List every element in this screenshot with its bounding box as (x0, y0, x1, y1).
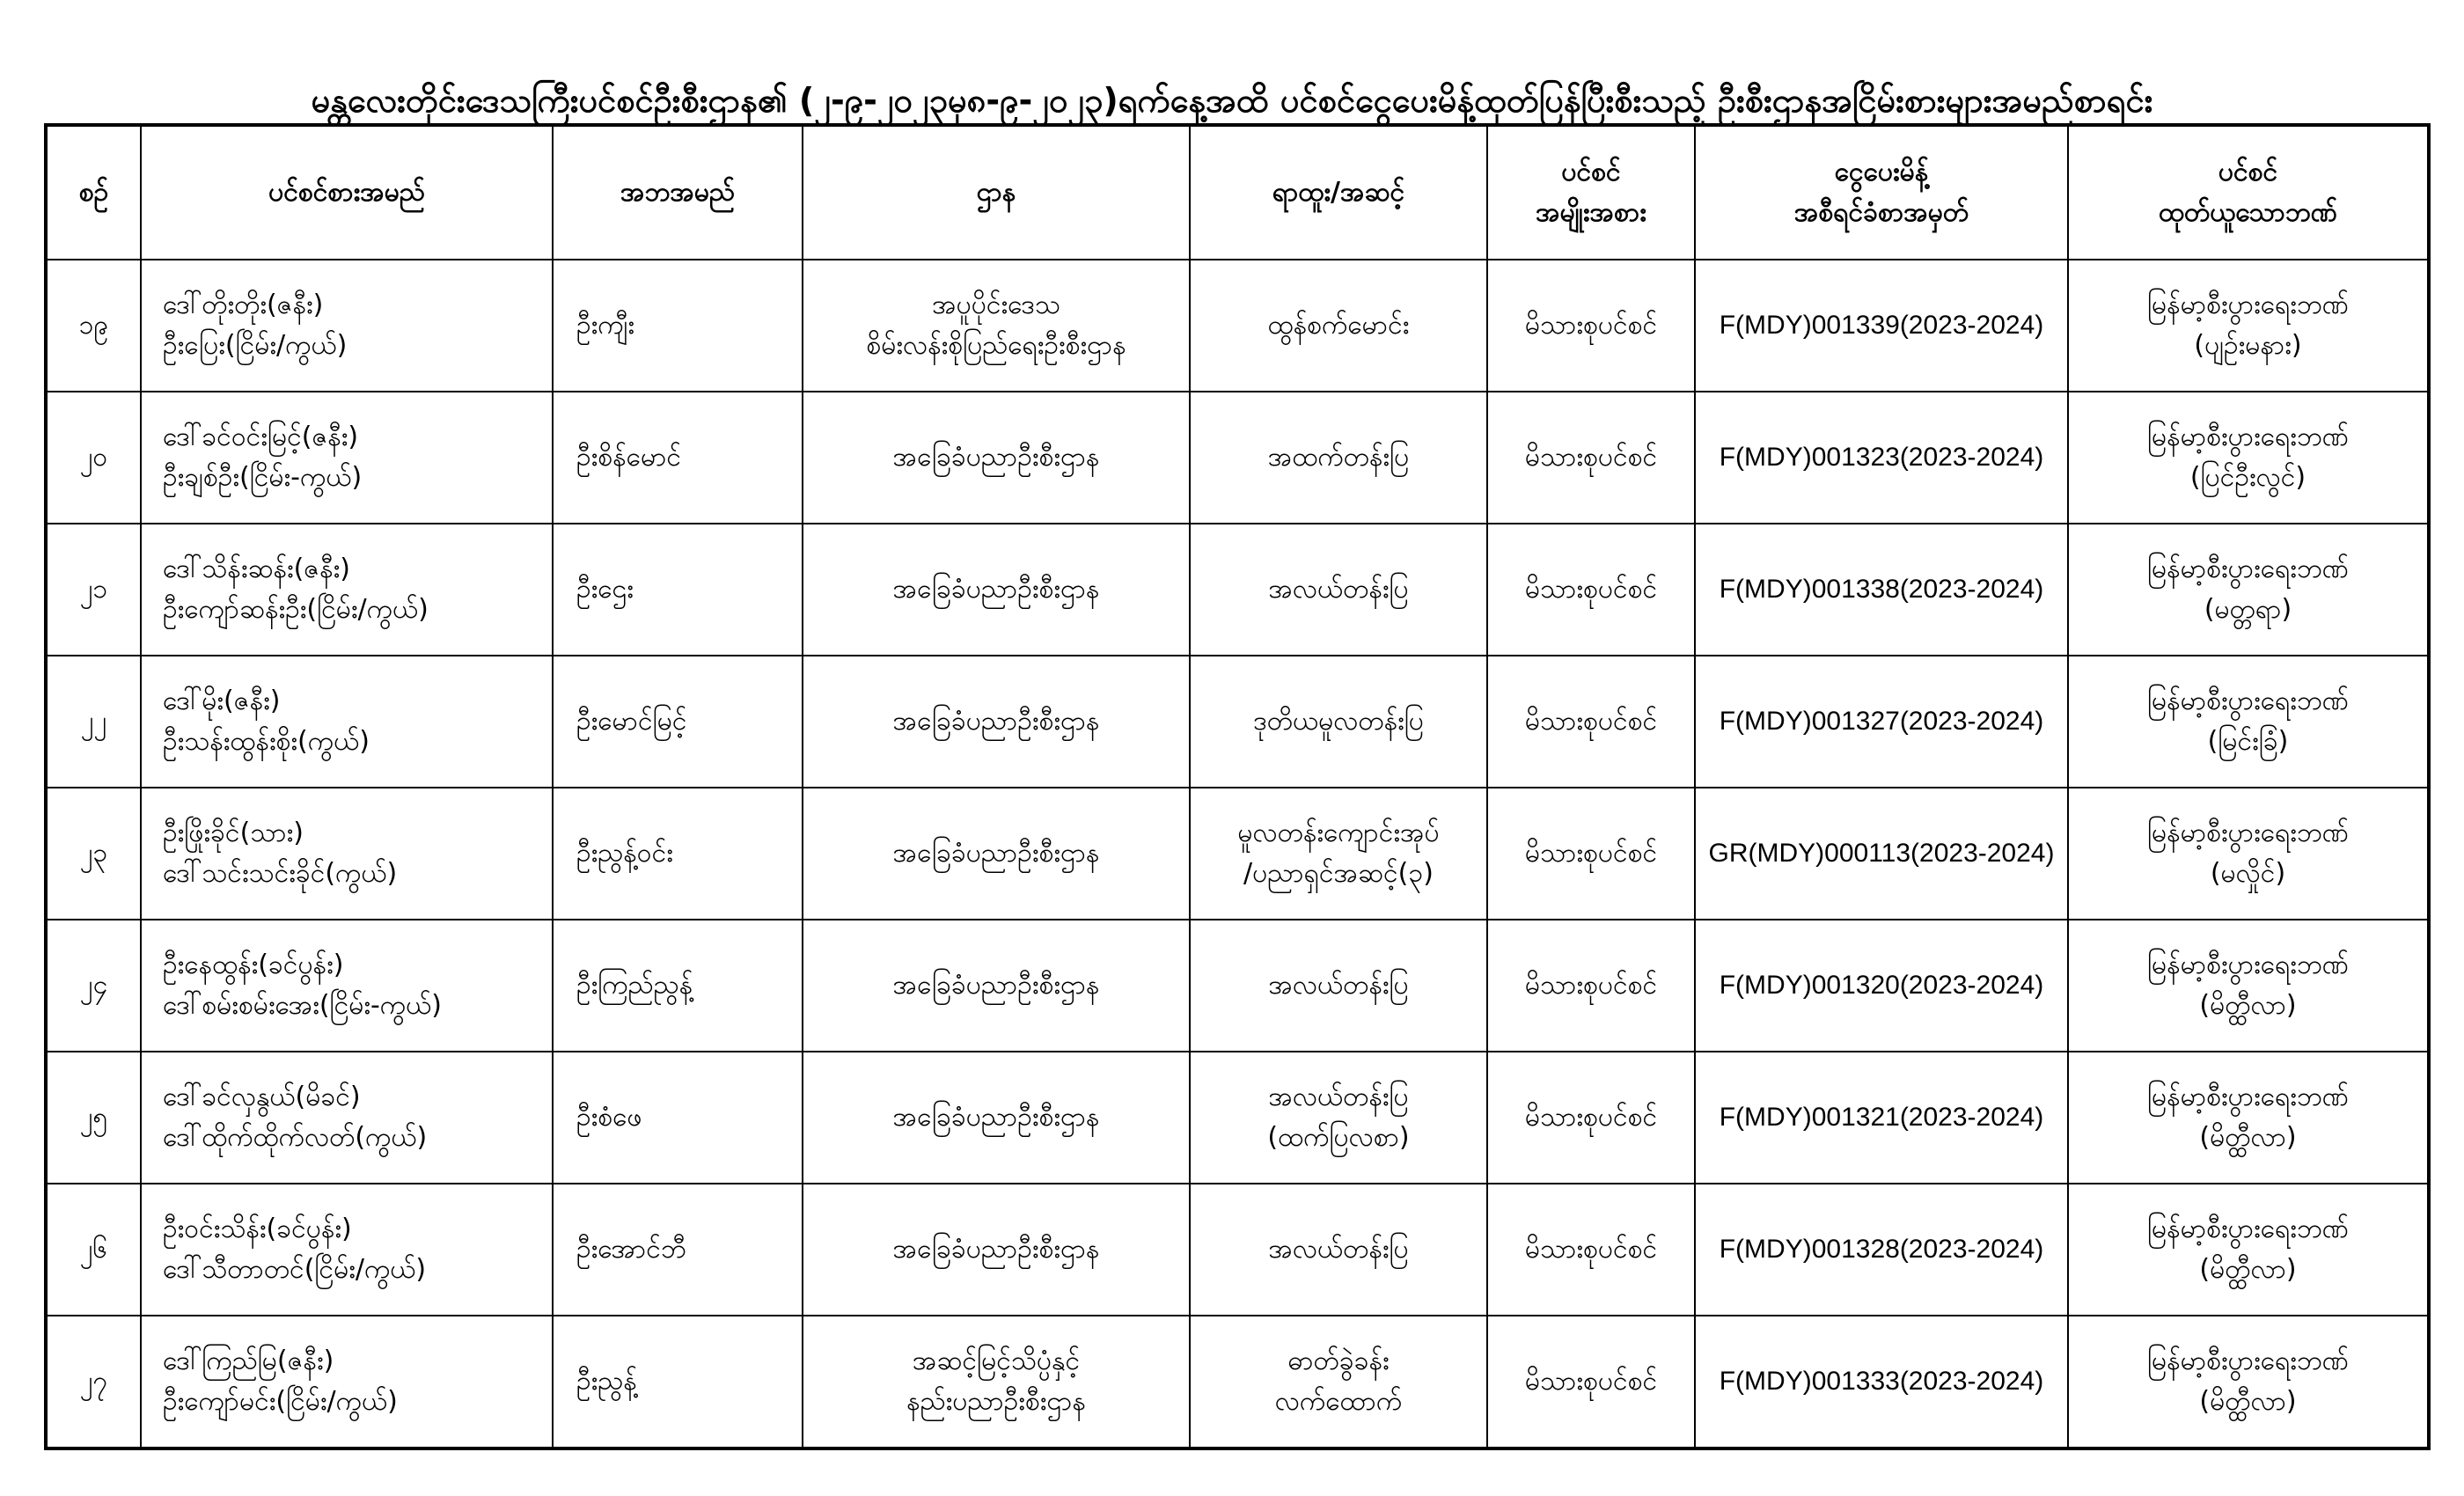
header-row (46, 125, 2429, 260)
pensioner-name-line: ဒေါ်မိုး(ဇနီး) (163, 686, 281, 716)
cell-rank (1190, 920, 1487, 1052)
header-pension-type (1487, 125, 1695, 260)
cell-pension-type: မိသားစုပင်စင် (1487, 788, 1695, 920)
cell-rank (1190, 656, 1487, 788)
department-line: အခြေခံပညာဦးစီးဌာန (892, 970, 1100, 1001)
cell-pensioner-name (141, 788, 553, 920)
pensioner-name-line: ဒေါ်တိုးတိုး(ဇနီး) (163, 290, 324, 320)
bank-line: (မတ္တရာ) (2204, 594, 2292, 625)
cell-father-name: ဦးကြည်ညွန့် (553, 920, 803, 1052)
cell-no: ၂၅ (46, 1052, 141, 1184)
cell-bank (2068, 392, 2429, 524)
table-row (46, 788, 2429, 920)
cell-rank (1190, 524, 1487, 656)
pensioner-name-line: ဒေါ်သင်းသင်းခိုင်(ကွယ်) (163, 858, 398, 889)
header-father-name-line: အဘအမည် (620, 177, 736, 208)
cell-bank (2068, 1316, 2429, 1448)
cell-father-name: ဦးစိန်မောင် (553, 392, 803, 524)
pensioner-name-line: ဦးသန်းထွန်းစိုး(ကွယ်) (163, 726, 370, 757)
bank-line: (မိတ္ထီလာ) (2199, 1386, 2297, 1417)
cell-bank (2068, 524, 2429, 656)
department-line: နည်းပညာဦးစီးဌာန (906, 1386, 1086, 1417)
cell-pensioner-name (141, 1184, 553, 1316)
table-row (46, 1052, 2429, 1184)
header-department (803, 125, 1190, 260)
bank-line: မြန်မာ့စီးပွားရေးဘဏ် (2147, 1346, 2349, 1376)
table-row (46, 260, 2429, 392)
cell-department (803, 392, 1190, 524)
cell-no: ၂၂ (46, 656, 141, 788)
cell-no: ၂၇ (46, 1316, 141, 1448)
table-row (46, 524, 2429, 656)
table-row (46, 656, 2429, 788)
cell-department (803, 1052, 1190, 1184)
cell-rank (1190, 788, 1487, 920)
header-pension-type-line: အမျိုးအစား (1536, 197, 1646, 228)
rank-line: အလယ်တန်းပြ (1268, 574, 1409, 605)
cell-father-name: ဦးညွန့်ဝင်း (553, 788, 803, 920)
header-payment-order-no-line: ငွေပေးမိန့် (1834, 157, 1929, 187)
pensioner-name-line: ဒေါ်စမ်းစမ်းအေး(ငြိမ်း-ကွယ်) (163, 990, 442, 1021)
rank-line: အလယ်တန်းပြ (1268, 970, 1409, 1001)
cell-payment-order-no: F(MDY)001327(2023-2024) (1695, 656, 2068, 788)
cell-father-name: ဦးအောင်ဘီ (553, 1184, 803, 1316)
cell-pensioner-name (141, 920, 553, 1052)
cell-rank (1190, 1316, 1487, 1448)
cell-pensioner-name (141, 524, 553, 656)
department-line: အဆင့်မြင့်သိပ္ပံနှင့် (912, 1346, 1081, 1376)
header-pensioner-name-line: ပင်စင်စားအမည် (268, 177, 425, 208)
header-payment-order-no-line: အစီရင်ခံစာအမှတ် (1793, 197, 1969, 228)
header-payment-order-no (1695, 125, 2068, 260)
cell-no: ၂၁ (46, 524, 141, 656)
cell-rank (1190, 260, 1487, 392)
header-no-line: စဉ် (78, 177, 109, 208)
cell-no: ၂၃ (46, 788, 141, 920)
department-line: စိမ်းလန်းစိုပြည်ရေးဦးစီးဌာန (866, 330, 1126, 361)
bank-line: မြန်မာ့စီးပွားရေးဘဏ် (2147, 554, 2349, 584)
cell-pensioner-name (141, 1316, 553, 1448)
pension-table (44, 123, 2431, 1450)
page-title: မန္တလေးတိုင်းဒေသကြီးပင်စင်ဦးစီးဌာန၏ (၂-၉-၂၀၂၃မှ၈-၉-၂၀၂၃)ရက်နေ့အထိ ပင်စင်ငွေပေးမိန့်ထုတ်ပြန်ပြီးစီးသည့် ဦးစီးဌာနအငြိမ်းစားများအမည်စာရင်း (311, 81, 2153, 121)
cell-no: ၁၉ (46, 260, 141, 392)
cell-department (803, 524, 1190, 656)
cell-pensioner-name (141, 260, 553, 392)
pensioner-name-line: ဦးကျော်ဆန်းဦး(ငြိမ်း/ကွယ်) (163, 594, 429, 625)
department-line: အခြေခံပညာဦးစီးဌာန (892, 1234, 1100, 1265)
bank-line: မြန်မာ့စီးပွားရေးဘဏ် (2147, 686, 2349, 716)
cell-pension-type: မိသားစုပင်စင် (1487, 920, 1695, 1052)
header-bank (2068, 125, 2429, 260)
cell-father-name: ဦးဌေး (553, 524, 803, 656)
cell-pension-type: မိသားစုပင်စင် (1487, 1052, 1695, 1184)
cell-bank (2068, 1052, 2429, 1184)
header-bank-line: ထုတ်ယူသောဘဏ် (2159, 197, 2337, 228)
cell-pension-type: မိသားစုပင်စင် (1487, 1316, 1695, 1448)
cell-no: ၂၀ (46, 392, 141, 524)
cell-pension-type: မိသားစုပင်စင် (1487, 260, 1695, 392)
cell-pensioner-name (141, 1052, 553, 1184)
table-row (46, 392, 2429, 524)
cell-pension-type: မိသားစုပင်စင် (1487, 524, 1695, 656)
pensioner-name-line: ဦးကျော်မင်း(ငြိမ်း/ကွယ်) (163, 1386, 398, 1417)
header-rank-line: ရာထူး/အဆင့် (1272, 177, 1405, 208)
bank-line: (ပျဉ်းမနား) (2194, 330, 2302, 361)
cell-pension-type: မိသားစုပင်စင် (1487, 1184, 1695, 1316)
cell-department (803, 260, 1190, 392)
cell-department (803, 1184, 1190, 1316)
header-pension-type-line: ပင်စင် (1561, 157, 1621, 187)
cell-father-name: ဦးကျီး (553, 260, 803, 392)
bank-line: (မိတ္ထီလာ) (2199, 1122, 2297, 1153)
bank-line: မြန်မာ့စီးပွားရေးဘဏ် (2147, 950, 2349, 980)
bank-line: မြန်မာ့စီးပွားရေးဘဏ် (2147, 1214, 2349, 1244)
cell-pension-type: မိသားစုပင်စင် (1487, 656, 1695, 788)
rank-line: ဒုတိယမူလတန်းပြ (1253, 706, 1424, 737)
bank-line: မြန်မာ့စီးပွားရေးဘဏ် (2147, 1082, 2349, 1112)
rank-line: (ထက်ပြလစာ) (1267, 1122, 1410, 1153)
department-line: အခြေခံပညာဦးစီးဌာန (892, 838, 1100, 869)
header-no (46, 125, 141, 260)
bank-line: (မိတ္ထီလာ) (2199, 1254, 2297, 1285)
pensioner-name-line: ဒေါ်ထိုက်ထိုက်လတ်(ကွယ်) (163, 1122, 428, 1153)
cell-pensioner-name (141, 656, 553, 788)
cell-pension-type: မိသားစုပင်စင် (1487, 392, 1695, 524)
cell-father-name: ဦးမောင်မြင့် (553, 656, 803, 788)
table-row (46, 1316, 2429, 1448)
cell-no: ၂၆ (46, 1184, 141, 1316)
cell-no: ၂၄ (46, 920, 141, 1052)
pensioner-name-line: ဦးဖြိုးခိုင်(သား) (163, 818, 304, 848)
cell-payment-order-no: F(MDY)001333(2023-2024) (1695, 1316, 2068, 1448)
cell-payment-order-no: F(MDY)001321(2023-2024) (1695, 1052, 2068, 1184)
cell-payment-order-no: F(MDY)001339(2023-2024) (1695, 260, 2068, 392)
department-line: အခြေခံပညာဦးစီးဌာန (892, 442, 1100, 473)
pensioner-name-line: ဦးဝင်းသိန်း(ခင်ပွန်း) (163, 1214, 352, 1244)
cell-rank (1190, 392, 1487, 524)
cell-pensioner-name (141, 392, 553, 524)
table-body (46, 260, 2429, 1448)
pensioner-name-line: ဒေါ်သိန်းဆန်း(ဇနီး) (163, 554, 350, 584)
rank-line: အလယ်တန်းပြ (1268, 1082, 1409, 1112)
cell-rank (1190, 1184, 1487, 1316)
cell-rank (1190, 1052, 1487, 1184)
pensioner-name-line: ဒေါ်ခင်လှနွယ်(မိခင်) (163, 1082, 361, 1112)
cell-payment-order-no: F(MDY)001320(2023-2024) (1695, 920, 2068, 1052)
cell-department (803, 788, 1190, 920)
rank-line: အလယ်တန်းပြ (1268, 1234, 1409, 1265)
bank-line: မြန်မာ့စီးပွားရေးဘဏ် (2147, 290, 2349, 320)
header-bank-line: ပင်စင် (2218, 157, 2278, 187)
bank-line: (မိတ္ထီလာ) (2199, 990, 2297, 1021)
rank-line: မူလတန်းကျောင်းအုပ် (1237, 818, 1440, 848)
rank-line: ထွန်စက်မောင်း (1267, 310, 1410, 341)
header-department-line: ဌာန (976, 177, 1016, 208)
pensioner-name-line: ဦးနေထွန်း(ခင်ပွန်း) (163, 950, 344, 980)
pensioner-name-line: ဒေါ်ခင်ဝင်းမြင့်(ဇနီး) (163, 422, 359, 452)
department-line: အခြေခံပညာဦးစီးဌာန (892, 1102, 1100, 1133)
header-pensioner-name (141, 125, 553, 260)
department-line: အပူပိုင်းဒေသ (932, 290, 1060, 320)
cell-department (803, 920, 1190, 1052)
cell-bank (2068, 656, 2429, 788)
bank-line: မြန်မာ့စီးပွားရေးဘဏ် (2147, 422, 2349, 452)
pensioner-name-line: ဦးပြေး(ငြိမ်း/ကွယ်) (163, 330, 348, 361)
rank-line: /ပညာရှင်အဆင့်(၃) (1243, 858, 1434, 889)
cell-department (803, 656, 1190, 788)
cell-bank (2068, 260, 2429, 392)
department-line: အခြေခံပညာဦးစီးဌာန (892, 706, 1100, 737)
table-row (46, 920, 2429, 1052)
bank-line: (မြင်းခြံ) (2207, 726, 2289, 757)
cell-father-name: ဦးညွန့် (553, 1316, 803, 1448)
cell-bank (2068, 920, 2429, 1052)
header-rank (1190, 125, 1487, 260)
cell-payment-order-no: F(MDY)001328(2023-2024) (1695, 1184, 2068, 1316)
cell-bank (2068, 1184, 2429, 1316)
bank-line: မြန်မာ့စီးပွားရေးဘဏ် (2147, 818, 2349, 848)
cell-department (803, 1316, 1190, 1448)
cell-payment-order-no: F(MDY)001338(2023-2024) (1695, 524, 2068, 656)
rank-line: လက်ထောက် (1274, 1386, 1403, 1417)
department-line: အခြေခံပညာဦးစီးဌာန (892, 574, 1100, 605)
cell-payment-order-no: F(MDY)001323(2023-2024) (1695, 392, 2068, 524)
pensioner-name-line: ဦးချစ်ဦး(ငြိမ်း-ကွယ်) (163, 462, 363, 493)
cell-payment-order-no: GR(MDY)000113(2023-2024) (1695, 788, 2068, 920)
rank-line: အထက်တန်းပြ (1267, 442, 1410, 473)
pensioner-name-line: ဒေါ်ကြည်မြ(ဇနီး) (163, 1346, 334, 1376)
pensioner-name-line: ဒေါ်သီတာတင်(ငြိမ်း/ကွယ်) (163, 1254, 427, 1285)
cell-father-name: ဦးစံဖေ (553, 1052, 803, 1184)
table-row (46, 1184, 2429, 1316)
bank-line: (မလှိုင်) (2210, 858, 2286, 889)
rank-line: ဓာတ်ခွဲခန်း (1287, 1346, 1390, 1376)
bank-line: (ပြင်ဦးလွင်) (2189, 462, 2306, 493)
header-father-name (553, 125, 803, 260)
cell-bank (2068, 788, 2429, 920)
